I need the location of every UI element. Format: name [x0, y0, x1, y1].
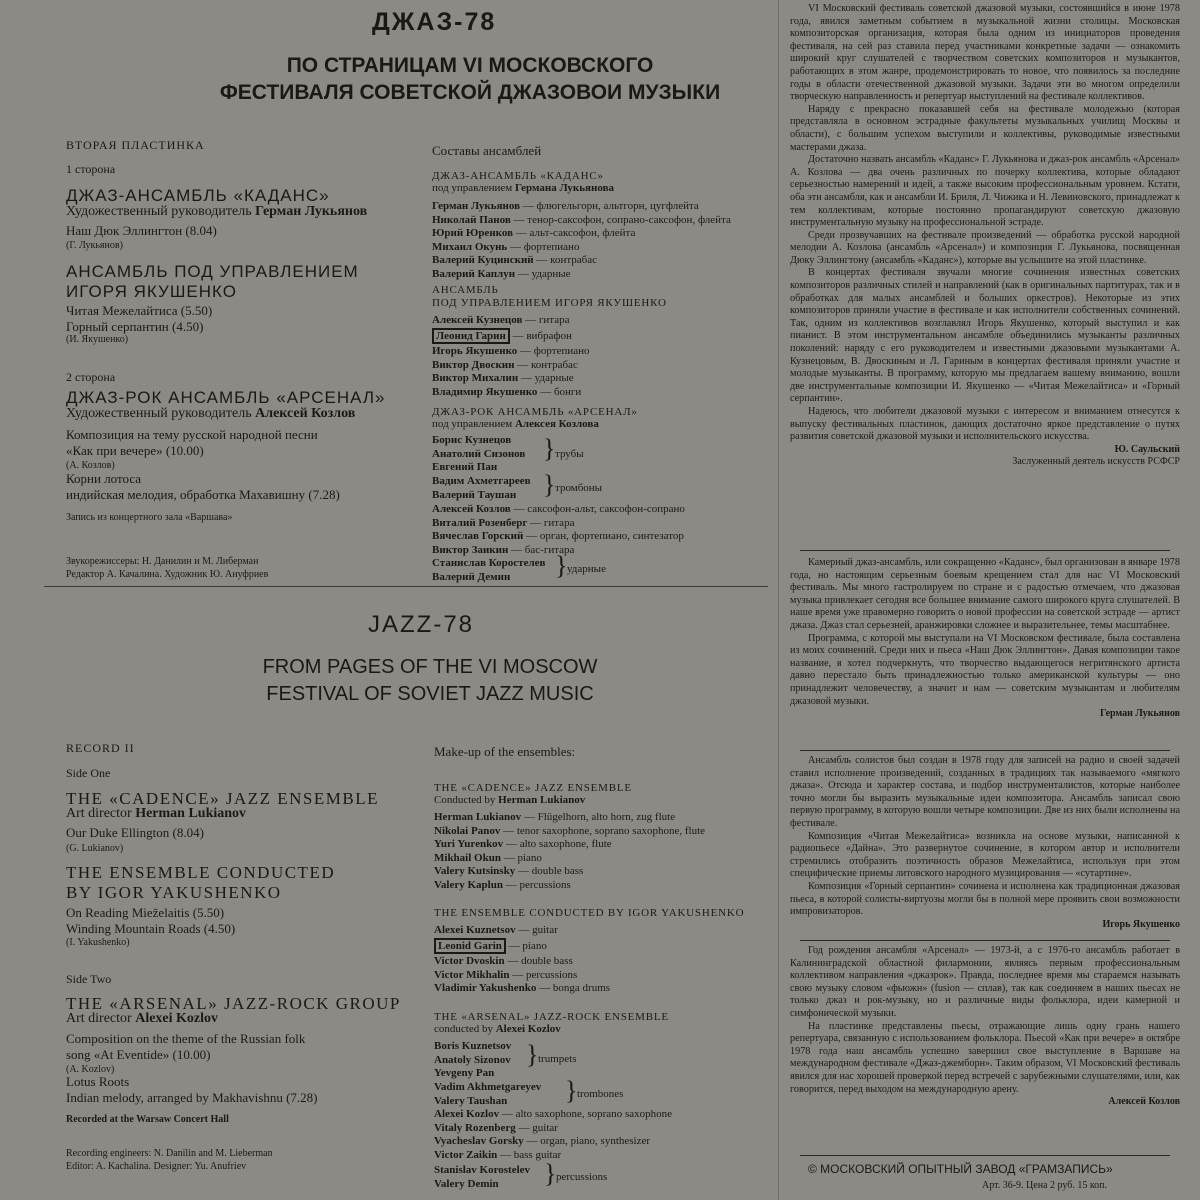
ru-credits-editor: Редактор А. Качалина. Художник Ю. Ануфриев — [66, 569, 269, 580]
en-ensemble2-title: THE ENSEMBLE CONDUCTED BY IGOR YAKUSHENKO — [66, 863, 336, 902]
member-row: Виталий Розенберг — гитара — [432, 516, 575, 529]
ru-group3-trumpeters: Борис Кузнецов Анатолий Сизонов Евгений Пан — [432, 434, 526, 473]
ru-side-one: 1 сторона — [66, 162, 116, 176]
paragraph: Камерный джаз-ансамбль, или сокращенно «Каданс», был организован в январе 1978 года, но настоящим серьезным боевым крещением стал для нас VI Московский фестиваль. Мы много гастролируем по стране и с радостью отмечаем, что джазовая музыка привлекает сегодня все большее внимание самого широкого круга слушателей. В наше время уже правомерно говорить о новой профессии на советской эстраде — артист джаза. Джаз стал серьезней, аранжировки сложнее и выразительнее, темы масштабнее. — [790, 557, 1180, 631]
signature-name: Алексей Козлов — [1108, 1096, 1180, 1108]
conductor-name: Herman Lukianov — [498, 794, 586, 806]
ru-ensemble3-title: ДЖАЗ-РОК АНСАМБЛЬ «АРСЕНАЛ» — [66, 388, 386, 407]
ru-record-label: ВТОРАЯ ПЛАСТИНКА — [66, 138, 205, 152]
ru-group3-conductor — [432, 418, 599, 430]
member-row: Victor Dvoskin — double bass — [434, 955, 573, 967]
ru-group3-trumpets-role: трубы — [555, 448, 584, 460]
en-album-subtitle: FROM PAGES OF THE VI MOSCOW FESTIVAL OF SOVIET JAZZ MUSIC — [262, 656, 598, 705]
paragraph: Композиция «Горный серпантин» сочинена и исполнена как традиционная джазовая пьеса, в которой солисты-виртуозы могли бы в полной мере проявить свои возможности импровизаторов. — [790, 880, 1180, 918]
ru-group3-perc-role: ударные — [567, 563, 606, 575]
paragraph: VI Московский фестиваль советской джазовой музыки, состоявшийся в июне 1978 года, явился заметным событием в музыкальной жизни столицы. Московская композиторская организация, которая была одним из инициаторов проведения фестиваля, на сей раз ставила перед участниками конкретные задачи — ознакомить широкий круг слушателей с творчеством советских композиторов и музыкантов, работающих в этом жанре, продемонстрировать то новое, что появилось за последние годы в области отечественной джазовой музыки. Задачи эти во многом определили творческую направленность и репертуар выступлений на фестивале коллективов. — [790, 3, 1180, 103]
ru-ensemble2-author: (И. Якушенко) — [66, 334, 129, 345]
member-row: Михаил Окунь — фортепиано — [432, 240, 580, 253]
ru-ensemble3-director — [66, 406, 355, 422]
en-ensemble1-title: THE «CADENCE» JAZZ ENSEMBLE — [66, 789, 379, 808]
en-group3-trombonists: Vadim Akhmetgareyev Valery Taushan — [434, 1081, 542, 1107]
member-row-highlighted: Leonid Garin — piano — [434, 940, 610, 954]
ru-group2-members — [432, 314, 590, 399]
ru-ensemble1-track: Наш Дюк Эллингтон (8.04) — [66, 223, 217, 238]
notes-rule — [800, 940, 1170, 941]
member-row: Виктор Двоскин — контрабас — [432, 358, 578, 371]
member-row: Валерий Куцинский — контрабас — [432, 254, 598, 266]
ru-group3-members — [432, 503, 685, 557]
en-ensemble1-author: (G. Lukianov) — [66, 843, 124, 854]
en-group3-heading: THE «ARSENAL» JAZZ-ROCK ENSEMBLE — [434, 1011, 669, 1023]
liner-notes-lukianov — [790, 557, 1180, 721]
member-row: Alexei Kuznetsov — guitar — [434, 924, 558, 936]
en-group3-members — [434, 1108, 672, 1162]
director-label: Art director — [66, 806, 132, 821]
member-row: Alexei Kozlov — alto saxophone, soprano saxophone — [434, 1108, 672, 1120]
brace-glyph: } — [526, 1040, 539, 1069]
liner-notes-yakushenko — [790, 755, 1180, 931]
ru-group1-conductor — [432, 182, 614, 194]
en-credits-editor: Editor: A. Kachalina. Designer: Yu. Anufriev — [66, 1161, 247, 1172]
en-group2-members — [434, 924, 610, 996]
ru-recorded-at: Запись из концертного зала «Варшава» — [66, 512, 233, 523]
ru-ensemble2-tracks: Читая Межелайтиса (5.50) Горный серпантин (4.50) — [66, 303, 213, 334]
en-group3-percussionists: Stanislav Korostelev Valery Demin — [434, 1164, 531, 1190]
paragraph: Надеюсь, что любители джазовой музыки с интересом и вниманием отнесутся к выпуску фестивальных пластинок, дающих достаточно яркое представление о путях развития советской джазовой музыки и исполнительского искусства. — [790, 406, 1180, 443]
en-makeup-heading: Make-up of the ensembles: — [434, 744, 576, 759]
member-row: Valery Kaplun — percussions — [434, 878, 571, 891]
en-group2-heading: THE ENSEMBLE CONDUCTED BY IGOR YAKUSHENKO — [434, 907, 745, 919]
conductor-label: Conducted by — [434, 794, 496, 806]
publisher-copyright: © МОСКОВСКИЙ ОПЫТНЫЙ ЗАВОД «ГРАМЗАПИСЬ» — [808, 1162, 1113, 1176]
en-group1-heading: THE «CADENCE» JAZZ ENSEMBLE — [434, 782, 632, 794]
en-side-two: Side Two — [66, 972, 112, 986]
ru-group3-percussionists: Станислав Коростелев Валерий Демин — [432, 557, 546, 583]
ru-album-title: ДЖАЗ-78 — [372, 8, 497, 36]
member-row: Валерий Каплун — ударные — [432, 267, 571, 280]
member-row: Vladimir Yakushenko — bonga drums — [434, 982, 611, 994]
ru-group3-trombones-role: тромбоны — [555, 482, 603, 494]
member-row: Алексей Кузнецов — гитара — [432, 314, 570, 326]
paragraph: Достаточно назвать ансамбль «Каданс» Г. Лукьянова и джаз-рок ансамбль «Арсенал» А. Козлова — два очень различных по почерку коллектива, которые обладают серьезностью намерений и идей, а также высоким профессиональным уровнем. Кстати, оба эти ансамбля, как и ансамбли И. Бриля, Л. Чижика и Н. Левиновского, принадлежат к тем коллективам, которые постоянно пропагандируют советскую джазовую инструментальную музыку на профессиональной эстраде. — [790, 154, 1180, 229]
ru-group2-heading: АНСАМБЛЬ ПОД УПРАВЛЕНИЕМ ИГОРЯ ЯКУШЕНКО — [432, 284, 667, 309]
ru-ensemble1-director — [66, 204, 367, 220]
notes-rule — [800, 750, 1170, 751]
section-divider — [44, 586, 768, 587]
member-row: Vitaly Rozenberg — guitar — [434, 1121, 558, 1134]
member-row: Вячеслав Горский — орган, фортепиано, синтезатор — [432, 530, 684, 542]
column-divider — [778, 0, 779, 1200]
member-row: Herman Lukianov — Flügelhorn, alto horn, zug flute — [434, 811, 676, 823]
conductor-name: Германа Лукьянова — [514, 182, 615, 194]
ru-ensemble2-title: АНСАМБЛЬ ПОД УПРАВЛЕНИЕМ ИГОРЯ ЯКУШЕНКО — [66, 262, 359, 301]
en-ensemble1-track: Our Duke Ellington (8.04) — [66, 825, 204, 840]
brace-glyph: } — [543, 470, 556, 499]
paragraph: Программа, с которой мы выступали на VI Московском фестивале, была составлена из моих сочинений. Среди них и пьеса «Наш Дюк Эллингтон». Давая композиции такое название, я хотел подчеркнуть, что творчество выдающегося негритянского артиста давно перестало быть принадлежностью только американской культуры — оно принадлежит человечеству, а значит и нам — советским музыкантам и любителям джазовой музыки. — [790, 632, 1180, 707]
paragraph: Композиция «Читая Межелайтиса» возникла на основе музыки, написанной к радиопьесе «Дайна». Это развернутое сочинение, в котором автор и исполнители стремились отобразить поэтичность образов Межелайтиса, используя при этом специфические приемы литовского народного музицирования — «сутартине». — [790, 830, 1180, 880]
brace-glyph: } — [555, 551, 568, 580]
ru-group3-heading: ДЖАЗ-РОК АНСАМБЛЬ «АРСЕНАЛ» — [432, 406, 638, 418]
ru-album-subtitle: ПО СТРАНИЦАМ VI МОСКОВСКОГО ФЕСТИВАЛЯ СОВЕТСКОЙ ДЖАЗОВОИ МУЗЫКИ — [219, 54, 721, 104]
member-row: Владимир Якушенко — бонги — [432, 385, 582, 398]
ru-group1-members — [432, 200, 731, 281]
brace-glyph: } — [544, 1159, 557, 1188]
notes-rule — [800, 550, 1170, 551]
en-ensemble3-author1: (A. Kozlov) — [66, 1064, 115, 1075]
member-row: Yuri Yurenkov — alto saxophone, flute — [434, 838, 612, 850]
member-row: Герман Лукьянов — флюгельгорн, альтгорн, цугфлейта — [432, 200, 699, 212]
catalog-price: Арт. 36-9. Цена 2 руб. 15 коп. — [982, 1180, 1108, 1191]
member-row: Vyacheslav Gorsky — organ, piano, synthesizer — [434, 1135, 651, 1147]
conductor-label: под управлением — [432, 418, 513, 430]
brace-glyph: } — [543, 434, 556, 463]
en-ensemble3-track1: Composition on the theme of the Russian folk song «At Eventide» (10.00) — [66, 1031, 306, 1062]
paragraph: Наряду с прекрасно показавшей себя на фестивале молодежью (которая представляла в основном эстрадные факультеты музыкальных училищ Москвы и области), с большим успехом выступили и коллективы, руководимые известными мастерами джаза. — [790, 103, 1180, 153]
en-album-title: JAZZ-78 — [368, 611, 475, 638]
member-row: Николай Панов — тенор-саксофон, сопрано-саксофон, флейта — [432, 213, 731, 226]
director-label: Art director — [66, 1011, 132, 1026]
en-group1-conductor — [434, 794, 585, 806]
notes-rule — [800, 1155, 1170, 1156]
liner-notes-kozlov — [790, 945, 1180, 1109]
ru-group3-trombonists: Вадим Ахметгареев Валерий Таушан — [432, 475, 531, 501]
en-group3-perc-role: percussions — [556, 1171, 608, 1183]
member-row: Юрий Юренков — альт-саксофон, флейта — [432, 227, 636, 239]
ru-makeup-heading: Составы ансамблей — [432, 143, 542, 158]
liner-notes-saulsky — [790, 3, 1180, 469]
en-ensemble1-director — [66, 806, 246, 822]
director-name: Алексей Козлов — [255, 406, 356, 421]
paragraph: В концертах фестиваля звучали многие сочинения известных советских композиторов различных стилей и направлений (как в оригинальных партитурах, так и в обработках для малых ансамблей и больших оркестров). Некоторые из этих композиторов приняли участие в фестивале и как исполнители собственных сочинений. Так, одним из коллективов возглавлял Игорь Якушенко, который выступил и как пианист. В этом инструментальном ансамбле объединились музыканты различных поколений: наряду с его руководителем и известными джазовыми музыкантами А. Кузнецовым, В. Двоскиным и Л. Гариным в концертах фестиваля приняли участие и молодые музыканты. В программу, которую мы предлагаем вашему вниманию, вошли две инструментальные композиции И. Якушенко — «Читая Межелайтиса» и «Горный серпантин». — [790, 267, 1180, 405]
ru-ensemble1-author: (Г. Лукьянов) — [66, 240, 123, 251]
conductor-name: Alexei Kozlov — [495, 1023, 561, 1035]
ru-ensemble1-title: ДЖАЗ-АНСАМБЛЬ «КАДАНС» — [66, 186, 330, 205]
paragraph: Среди прозвучавших на фестивале произведений — обработка русской народной мелодии А. Козлова (ансамбль «Арсенал») и композиция Г. Лукьянова, посвященная Дюку Эллингтону (ансамбль «Каданс»), которые вы услышите на этой пластинке. — [790, 229, 1180, 266]
ru-ensemble3-author1: (А. Козлов) — [66, 460, 115, 471]
signature-name: Ю. Саульский — [1114, 443, 1180, 455]
en-group1-members — [434, 811, 705, 892]
ru-side-two: 2 сторона — [66, 370, 116, 384]
paragraph: Ансамбль солистов был создан в 1978 году для записей на радио и своей задачей ставил исполнение произведений, созданных в традициях так называемого «мягкого джаза». Отсюда и характер состава, и подбор инструменталистов, которые наиболее точно могли бы выразить музыкальные идеи композитора. Ансамбль записал свою первую программу, в которую вошли четыре композиции. Две из них были исполнены на фестивале. — [790, 755, 1180, 829]
member-row: Nikolai Panov — tenor saxophone, soprano saxophone, flute — [434, 824, 706, 837]
en-credits-engineers: Recording engineers: N. Danilin and M. Lieberman — [66, 1148, 273, 1159]
ru-ensemble3-track1: Композиция на тему русской народной песни «Как при вечере» (10.00) — [66, 427, 318, 458]
member-row-highlighted: Леонид Гарин — вибрафон — [432, 330, 590, 344]
en-side-one: Side One — [66, 766, 111, 780]
signature-name: Игорь Якушенко — [1102, 918, 1180, 930]
en-recorded-at: Recorded at the Warsaw Concert Hall — [66, 1114, 229, 1125]
en-group3-conductor — [434, 1023, 561, 1035]
member-row: Виктор Михалин — ударные — [432, 372, 574, 384]
signature-name: Герман Лукьянов — [1099, 708, 1180, 720]
member-row: Victor Mikhalin — percussions — [434, 968, 578, 981]
en-group3-trumpeters: Boris Kuznetsov Anatoly Sizonov Yevgeny Pan — [434, 1040, 512, 1079]
member-row: Алексей Козлов — саксофон-альт, саксофон-сопрано — [432, 503, 685, 515]
en-ensemble2-author: (I. Yakushenko) — [66, 937, 130, 948]
en-ensemble3-director — [66, 1011, 218, 1027]
en-ensemble2-tracks: On Reading Mieželaitis (5.50) Winding Mountain Roads (4.50) — [66, 905, 236, 936]
director-name: Alexei Kozlov — [135, 1011, 219, 1026]
en-group3-trumpets-role: trumpets — [538, 1053, 577, 1065]
signature-title: Заслуженный деятель искусств РСФСР — [1012, 456, 1180, 468]
en-ensemble3-title: THE «ARSENAL» JAZZ-ROCK GROUP — [66, 994, 401, 1013]
en-record-label: RECORD II — [66, 741, 135, 755]
ru-credits-engineers: Звукорежиссеры: Н. Данилин и М. Либерман — [66, 556, 259, 567]
en-group3-trombones-role: trombones — [577, 1088, 624, 1100]
conductor-label: под управлением — [432, 182, 513, 194]
ru-group1-heading: ДЖАЗ-АНСАМБЛЬ «КАДАНС» — [432, 170, 604, 182]
member-row: Valery Kutsinsky — double bass — [434, 865, 584, 877]
member-row: Victor Zaikin — bass guitar — [434, 1148, 562, 1161]
member-row: Виктор Заикин — бас-гитара — [432, 543, 575, 556]
ru-ensemble3-track2: Корни лотоса индийская мелодия, обработка Махавишну (7.28) — [66, 471, 340, 502]
director-name: Herman Lukianov — [135, 806, 247, 821]
member-row: Mikhail Okun — piano — [434, 851, 542, 864]
member-row: Игорь Якушенко — фортепиано — [432, 345, 590, 357]
director-label: Художественный руководитель — [66, 406, 252, 421]
brace-glyph: } — [565, 1076, 578, 1105]
conductor-label: conducted by — [434, 1023, 493, 1035]
en-ensemble3-track2: Lotus Roots Indian melody, arranged by Makhavishnu (7.28) — [66, 1074, 318, 1105]
director-label: Художественный руководитель — [66, 204, 252, 219]
director-name: Герман Лукьянов — [255, 204, 368, 219]
conductor-name: Алексея Козлова — [514, 418, 599, 430]
paragraph: Год рождения ансамбля «Арсенал» — 1973-й, а с 1976-го ансамбль работает в Калининградской областной филармонии, являясь первым профессиональным коллективом направления «джазрок». Правда, последнее время мы стараемся называть свою музыку словом «фьюжн» (fusion — сплав), так как соединяем в наших пьесах не только джаз и рок-музыку, но и различные виды фольклора, идеи камерной и симфонической музыки. — [790, 945, 1180, 1019]
paragraph: На пластинке представлены пьесы, отражающие лишь одну грань нашего репертуара, связанную с использованием фольклора. Пьесой «Как при вечере» в октябре 1978 года наш ансамбль успешно завершил свое выступление в Варшаве на международном фестивале «Джаз-джемборн». Таким образом, VI Московский фестиваль явился для нас хорошей проверкой перед встречей с зарубежными слушателями, или, как говорится, перед выходом на международную арену. — [790, 1020, 1180, 1095]
